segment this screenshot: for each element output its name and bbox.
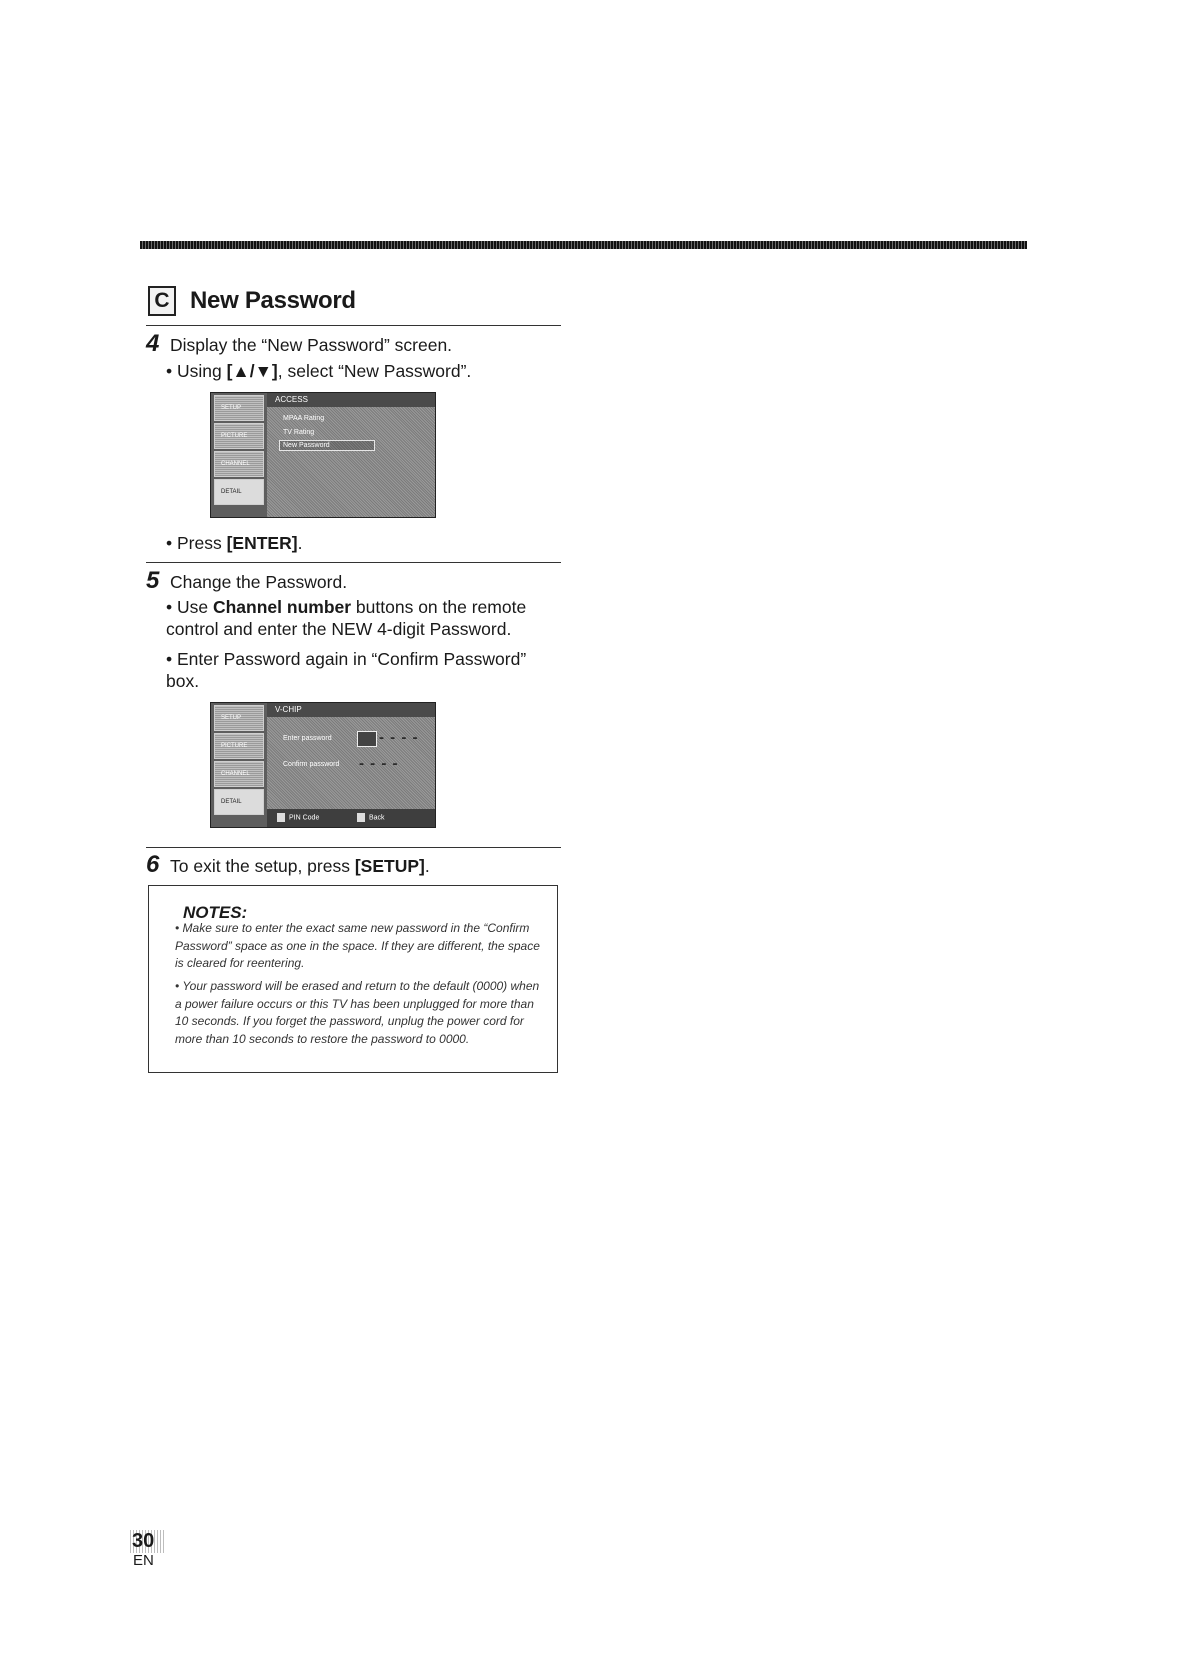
screenshot-vchip-password [210,702,436,828]
number-keys-icon [277,813,285,822]
heading-underline [146,325,561,326]
hint-text: Back [369,814,385,822]
sidebar-item-picture: PICTURE [214,733,264,759]
bullet-text: • Use [166,597,213,617]
header-rule [140,241,1027,249]
pin-cursor-box [357,731,377,747]
note-item: • Make sure to enter the exact same new password in the “Confirm Password” space as one in the space. If they are different, the space is cleared for reentering. [175,921,540,971]
hint-text: PIN Code [289,814,320,822]
menu-item-tv-rating: TV Rating [283,429,315,436]
step-4-bullet-enter [166,532,556,554]
bullet-text: . [297,533,303,553]
step-5-bullet-confirm: • Enter Password again in “Confirm Password” box. [166,649,527,691]
menu-title: V-CHIP [267,703,435,717]
menu-sidebar [211,393,267,517]
step-4-text: Display the “New Password” screen. [170,335,453,355]
sidebar-item-setup: SETUP [214,395,264,421]
sidebar-item-setup: SETUP [214,705,264,731]
hint-back [357,813,385,822]
page-number: 30 [128,1530,164,1553]
bullet-text: , select “New Password”. [277,361,472,381]
step-text: . [424,856,430,876]
step-divider [146,562,561,563]
step-6-number: 6 [146,851,160,878]
menu-sidebar [211,703,267,827]
section-letter-badge: C [148,286,176,316]
step-4 [146,330,452,358]
step-5-bullet-channel [166,596,556,640]
menu-item-new-password: New Password [279,440,375,451]
notes-title: NOTES: [183,903,248,922]
step-6 [146,851,430,879]
menu-title: ACCESS [267,393,435,407]
bullet-text: • Using [166,361,227,381]
enter-password-mask: - - - - [379,729,419,746]
step-6-text [170,856,430,877]
notes-box [148,885,558,1073]
step-4-bullet-select [166,360,556,382]
arrow-keys-label: [▲/▼] [226,361,278,381]
confirm-password-mask: - - - - [359,755,399,772]
bullet-text: • Press [166,533,227,553]
screenshot-access-menu [210,392,436,518]
step-text: To exit the setup, press [170,856,355,876]
step-5-text: Change the Password. [170,572,348,592]
section-heading [148,283,356,319]
bullet-text: buttons on the remote control and enter the NEW 4-digit Password. [166,597,527,639]
sidebar-item-channel: CHANNEL [214,451,264,477]
confirm-password-label: Confirm password [283,761,340,768]
setup-key-label: [SETUP] [354,856,425,876]
enter-password-label: Enter password [283,735,332,742]
step-5-number: 5 [146,567,160,594]
step-4-number: 4 [146,330,160,357]
sidebar-item-channel: CHANNEL [214,761,264,787]
note-item: • Your password will be erased and return to the default (0000) when a power failure occurs or this TV has been unplugged for more than 10 seconds. If you forget the password, unplug the power cord for more than 10 seconds to restore the password to 0000. [175,979,540,1046]
sidebar-item-detail: DETAIL [214,789,264,815]
sidebar-item-detail: DETAIL [214,479,264,505]
sidebar-item-picture: PICTURE [214,423,264,449]
step-5 [146,567,347,595]
hint-pin-code [277,813,319,822]
page-language: EN [133,1552,154,1569]
hint-bar [267,809,435,827]
step-divider [146,847,561,848]
menu-item-mpaa-rating: MPAA Rating [283,415,325,422]
back-button-icon [357,813,365,822]
enter-key-label: [ENTER] [226,533,298,553]
section-title: New Password [190,287,356,314]
channel-number-label: Channel number [212,597,352,617]
